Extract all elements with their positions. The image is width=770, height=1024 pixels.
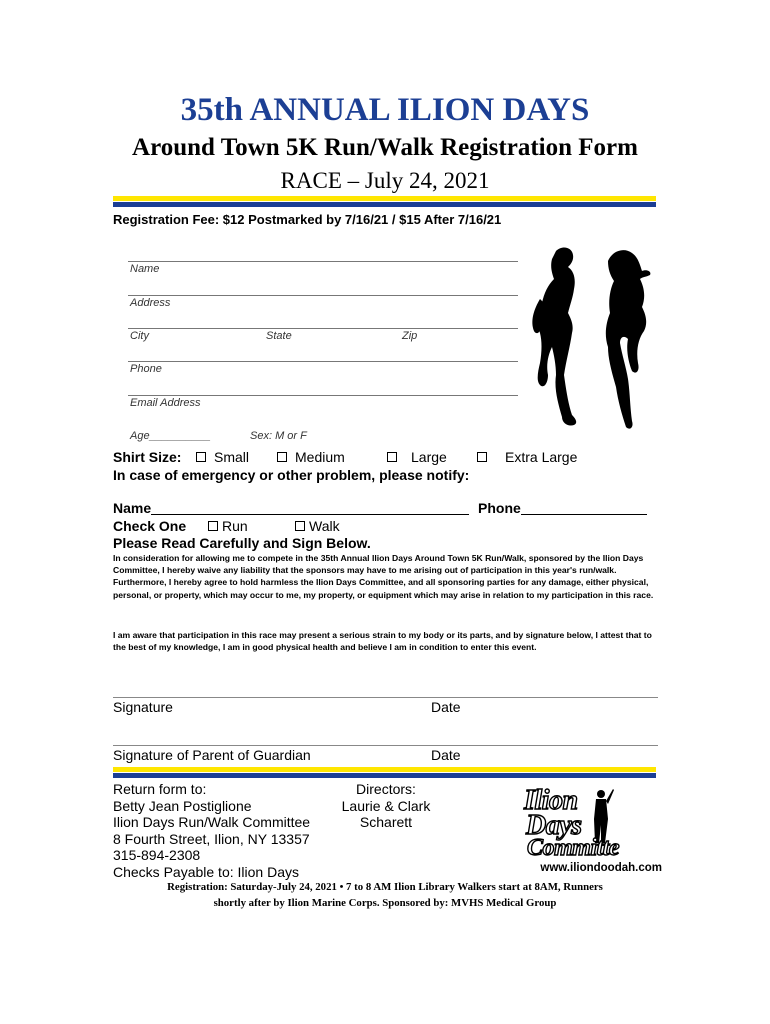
address-label: Address — [130, 297, 171, 309]
director-line: Laurie & Clark — [341, 797, 431, 814]
form-subtitle: Around Town 5K Run/Walk Registration Form — [132, 134, 638, 161]
yellow-divider — [113, 196, 656, 201]
blue-divider — [113, 202, 656, 207]
logo-committe-text: Committe — [527, 835, 619, 861]
footer-line-1: Registration: Saturday-July 24, 2021 • 7 to 8 AM Ilion Library Walkers start at 8AM, Runners — [167, 881, 603, 893]
return-line: Betty Jean Postiglione — [113, 797, 252, 814]
return-line: 8 Fourth Street, Ilion, NY 13357 — [113, 830, 310, 847]
checkbox-icon[interactable] — [277, 452, 287, 462]
shirt-option-medium[interactable]: Medium — [277, 449, 345, 465]
director-line: Scharett — [359, 814, 413, 831]
shirt-option-large[interactable]: Large — [387, 449, 447, 465]
phone-label: Phone — [130, 363, 162, 375]
checkbox-icon[interactable] — [295, 521, 305, 531]
registration-fee: Registration Fee: $12 Postmarked by 7/16/21 / $15 After 7/16/21 — [113, 212, 502, 227]
race-date: RACE – July 24, 2021 — [280, 168, 490, 193]
check-option-run[interactable]: Run — [208, 518, 248, 534]
return-line: 315-894-2308 — [113, 847, 201, 864]
form-title: 35th ANNUAL ILION DAYS — [180, 92, 590, 128]
parent-signature-label: Signature of Parent of Guardian — [113, 747, 311, 763]
emergency-phone-field[interactable] — [478, 500, 647, 516]
logo-ilion-text: Ilion — [524, 785, 578, 816]
check-option-walk[interactable]: Walk — [295, 518, 340, 534]
logo-days-text: Days — [526, 810, 582, 841]
waiver-paragraph-2: I am aware that participation in this race may present a serious strain to my body or its parts, and by signature below, I attest that to the best of my knowledge, I am in good physical health and believe I am in condition to enter this event. — [113, 630, 652, 653]
yellow-divider — [113, 767, 656, 772]
state-label: State — [266, 330, 292, 342]
phone-field[interactable] — [128, 361, 518, 362]
return-line: Checks Payable to: Ilion Days — [113, 863, 299, 880]
logo-url: www.iliondoodah.com — [540, 862, 662, 874]
email-label: Email Address — [130, 397, 201, 409]
checkbox-icon[interactable] — [387, 452, 397, 462]
emergency-phone-label: Phone — [478, 500, 521, 516]
parent-signature-line[interactable] — [113, 745, 658, 746]
footer-line-2: shortly after by Ilion Marine Corps. Sponsored by: MVHS Medical Group — [213, 896, 557, 909]
email-field[interactable] — [128, 395, 518, 396]
shirt-option-extra-large[interactable]: Extra Large — [477, 449, 577, 465]
check-one-label: Check One — [113, 518, 187, 534]
directors-block — [330, 781, 442, 831]
emergency-name-label: Name — [113, 500, 152, 516]
sign-below-heading: Please Read Carefully and Sign Below. — [113, 535, 371, 551]
return-address-block — [113, 781, 310, 881]
city-label: City — [130, 330, 149, 342]
checkbox-icon[interactable] — [477, 452, 487, 462]
emergency-name-field[interactable] — [113, 500, 469, 516]
blue-divider — [113, 773, 656, 778]
runners-silhouette-image — [528, 243, 666, 438]
sex-field[interactable]: Sex: M or F — [250, 430, 307, 442]
parent-date-label: Date — [431, 747, 461, 763]
zip-label: Zip — [402, 330, 418, 342]
shirt-option-small[interactable]: Small — [196, 449, 249, 465]
emergency-heading: In case of emergency or other problem, please notify: — [113, 467, 470, 483]
signature-line[interactable] — [113, 697, 658, 698]
directors-heading: Directors: — [356, 781, 416, 797]
ilion-days-committee-logo — [512, 785, 662, 877]
shirt-size-label: Shirt Size: — [113, 449, 182, 465]
signature-label: Signature — [113, 699, 173, 715]
return-heading: Return form to: — [113, 781, 207, 797]
address-field[interactable] — [128, 295, 518, 296]
name-label: Name — [130, 263, 160, 275]
age-field[interactable]: Age__________ — [130, 430, 211, 442]
checkbox-icon[interactable] — [208, 521, 218, 531]
waiver-paragraph-1: In consideration for allowing me to compete in the 35th Annual Ilion Days Around Town 5K Run/Walk, sponsored by the Ilion Days Committee, I hereby waive any liability that the sponsors may have to me arising out of participation in this year's run/walk. Furthermore, I hereby agree to hold harmless the Ilion Days Committee, and all sponsoring parties for any damage, either physical, personal, or property, which may occur to me, my property, or equipment which may arise in relation to my participation in this race. — [113, 553, 654, 600]
checkbox-icon[interactable] — [196, 452, 206, 462]
city-state-zip-field[interactable] — [128, 328, 518, 329]
name-field[interactable] — [128, 261, 518, 262]
date-label: Date — [431, 699, 461, 715]
return-line: Ilion Days Run/Walk Committee — [113, 814, 311, 831]
footer-note — [0, 880, 770, 911]
